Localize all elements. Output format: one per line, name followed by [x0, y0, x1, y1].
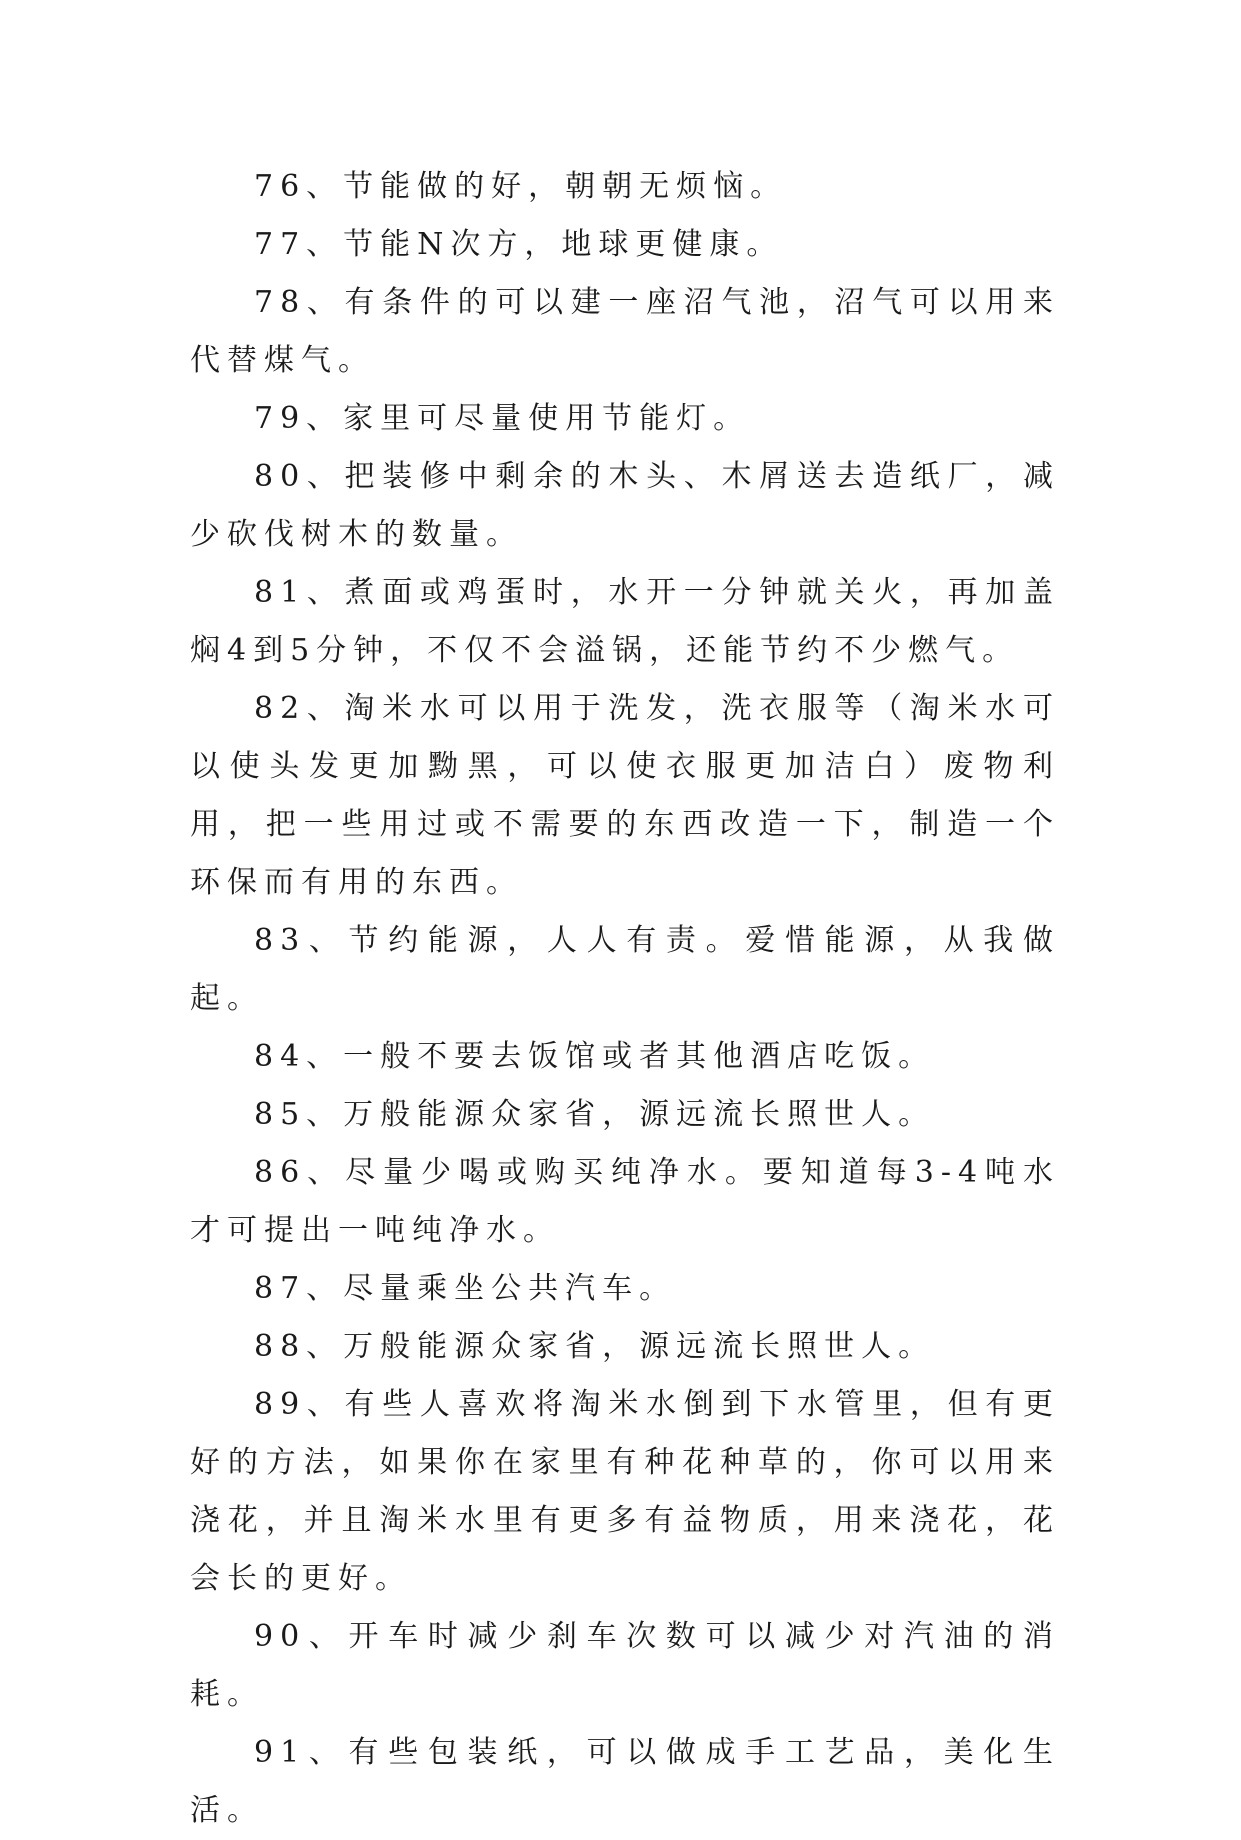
- paragraph-82: 82、淘米水可以用于洗发，洗衣服等（淘米水可以使头发更加黝黑，可以使衣服更加洁白）废物利用，把一些用过或不需要的东西改造一下，制造一个环保而有用的东西。: [190, 691, 1060, 900]
- paragraph-87: 87、尽量乘坐公共汽车。: [254, 1271, 677, 1306]
- document-body: [190, 158, 1060, 1840]
- paragraph-90: 90、开车时减少刹车次数可以减少对汽油的消耗。: [190, 1619, 1060, 1712]
- paragraph-91: 91、有些包装纸，可以做成手工艺品，美化生活。: [190, 1735, 1060, 1828]
- paragraph-83: 83、节约能源，人人有责。爱惜能源，从我做起。: [190, 923, 1060, 1016]
- paragraph-77: 77、节能N次方，地球更健康。: [254, 227, 784, 262]
- paragraph-80: 80、把装修中剩余的木头、木屑送去造纸厂，减少砍伐树木的数量。: [190, 459, 1060, 552]
- paragraph-89: 89、有些人喜欢将淘米水倒到下水管里，但有更好的方法，如果你在家里有种花种草的，你可以用来浇花，并且淘米水里有更多有益物质，用来浇花，花会长的更好。: [190, 1387, 1060, 1596]
- paragraph-85: 85、万般能源众家省，源远流长照世人。: [254, 1097, 936, 1132]
- paragraph-78: 78、有条件的可以建一座沼气池，沼气可以用来代替煤气。: [190, 285, 1060, 378]
- paragraph-81: 81、煮面或鸡蛋时，水开一分钟就关火，再加盖焖4到5分钟，不仅不会溢锅，还能节约不少燃气。: [190, 575, 1060, 668]
- paragraph-88: 88、万般能源众家省，源远流长照世人。: [254, 1329, 936, 1364]
- paragraph-84: 84、一般不要去饭馆或者其他酒店吃饭。: [254, 1039, 936, 1074]
- paragraph-79: 79、家里可尽量使用节能灯。: [254, 401, 751, 436]
- paragraph-76: 76、节能做的好，朝朝无烦恼。: [254, 169, 788, 204]
- paragraph-86: 86、尽量少喝或购买纯净水。要知道每3-4吨水才可提出一吨纯净水。: [190, 1155, 1060, 1248]
